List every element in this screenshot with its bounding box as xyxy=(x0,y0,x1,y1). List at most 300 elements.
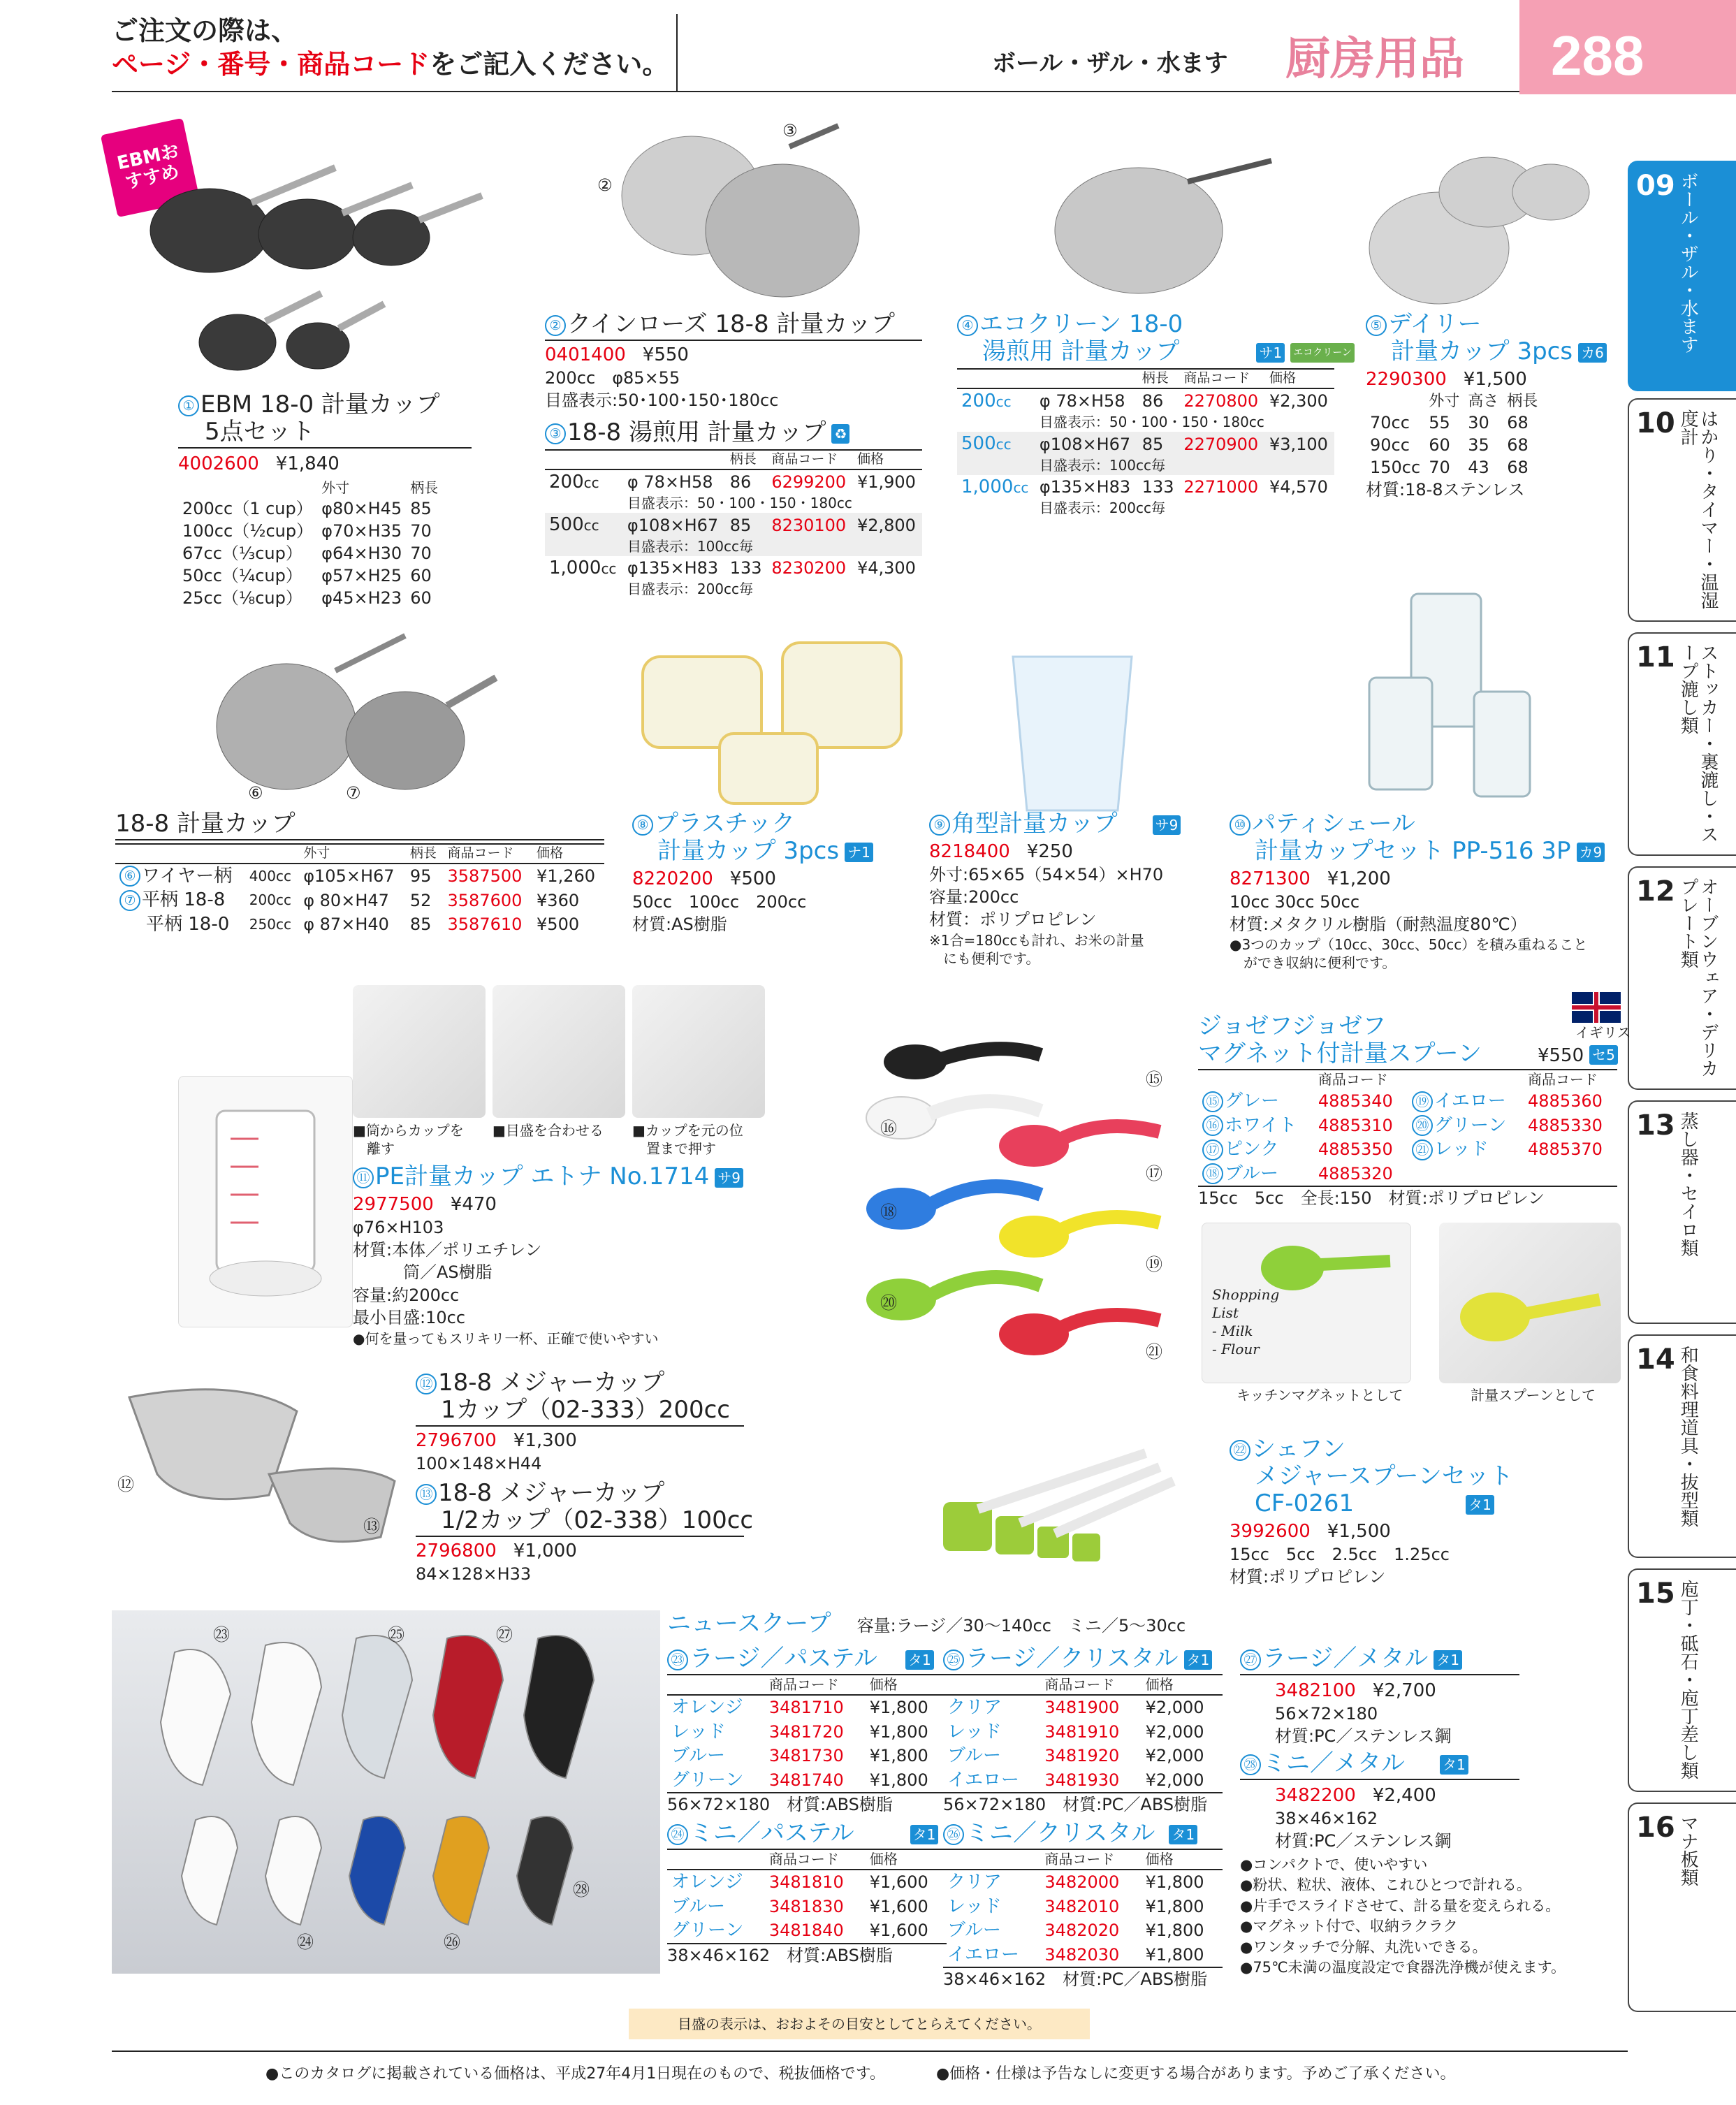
p4-head: 商品コード xyxy=(1179,369,1265,388)
scoop-photo-label-25: ㉕ xyxy=(388,1625,404,1645)
p11-block xyxy=(353,1163,741,1348)
scoop-photo-label-24: ㉔ xyxy=(297,1932,314,1952)
order-notice xyxy=(112,14,678,91)
p67-len: 85 xyxy=(409,915,432,935)
p13-info: 84×128×H33 xyxy=(416,1564,532,1584)
p1-cell: 85 xyxy=(410,498,432,518)
scoop-photo-label-28: ㉘ xyxy=(573,1880,590,1900)
table-row xyxy=(667,1744,947,1768)
scoop-code: 3481920 xyxy=(1044,1746,1120,1766)
scoop-28-number: ㉘ xyxy=(1240,1754,1261,1775)
p5-cell: 90cc xyxy=(1370,435,1410,456)
p5-cell: 70 xyxy=(1429,458,1450,478)
p10-price: ¥1,200 xyxy=(1327,868,1391,890)
p11-title-text: PE計量カップ エトナ No.1714 xyxy=(375,1163,710,1190)
p67-name: ワイヤー柄 xyxy=(142,865,233,887)
p13-number: ⑬ xyxy=(416,1484,437,1505)
spoon-code: 4885310 xyxy=(1318,1115,1393,1135)
table-row xyxy=(943,1695,1223,1720)
scoop-27-info: 56×72×180 材質:PC／ステンレス鋼 xyxy=(1275,1703,1452,1746)
table-row xyxy=(957,432,1334,456)
p1-title-line1: EBM 18-0 計量カップ xyxy=(200,391,440,418)
scoop-25-info: 56×72×180 材質:PC／ABS樹脂 xyxy=(943,1795,1208,1815)
p67-cap: 250cc xyxy=(249,915,291,933)
p3-title xyxy=(545,419,922,446)
tab-number: 15 xyxy=(1636,1578,1675,1610)
scoop-color: クリア xyxy=(947,1872,1002,1893)
p11-step2: ■目盛を合わせる xyxy=(493,1122,604,1139)
p1-head: 外寸 xyxy=(321,479,350,496)
p5-head: 外寸 xyxy=(1429,392,1460,410)
photo-label-13: ⑬ xyxy=(363,1517,380,1536)
photo-label-3: ③ xyxy=(782,121,798,140)
scoop-25-number: ㉕ xyxy=(943,1649,964,1670)
scoop-code: 3481710 xyxy=(768,1698,844,1718)
table-row xyxy=(545,469,922,495)
tab-15[interactable] xyxy=(1628,1568,1736,1792)
table-row xyxy=(943,1895,1223,1919)
scoop-24-title xyxy=(667,1820,947,1850)
p4-head: 価格 xyxy=(1265,369,1334,388)
p8-price: ¥500 xyxy=(729,868,776,890)
p67-name: 平柄 18-0 xyxy=(146,913,230,935)
p3-head: 価格 xyxy=(853,450,922,469)
eco-clean-icon: エコクリーン xyxy=(1290,343,1355,363)
p3-price: ¥4,300 xyxy=(856,558,916,578)
scoop-head: 商品コード xyxy=(1044,1851,1115,1868)
order-notice-line1: ご注文の際は、 xyxy=(112,15,298,46)
p9-title-text: 角型計量カップ xyxy=(951,810,1118,838)
scoop-price: ¥2,000 xyxy=(1145,1698,1204,1718)
p22-code: 3992600 xyxy=(1230,1521,1311,1543)
table-row xyxy=(667,1918,947,1944)
spoon-block xyxy=(1198,1013,1617,1210)
spoon-caption-measure: 計量スプーンとして xyxy=(1471,1387,1596,1404)
table-row xyxy=(943,1720,1223,1745)
scoop-head: 価格 xyxy=(869,1676,898,1694)
p67-cap: 400cc xyxy=(249,867,291,884)
p12-title-line1: 18-8 メジャーカップ xyxy=(438,1369,665,1397)
spoon-color-name: ブルー xyxy=(1225,1163,1278,1184)
scoop-head: 価格 xyxy=(1145,1676,1174,1694)
p12-title-line2: 1カップ（02-333）200cc xyxy=(441,1396,731,1425)
tab-11[interactable] xyxy=(1628,632,1736,856)
p67-code: 3587600 xyxy=(447,890,523,910)
p13-title xyxy=(416,1479,754,1537)
photo-label-18: ⑱ xyxy=(880,1202,897,1222)
table-row xyxy=(545,556,922,581)
scoop-color: イエロー xyxy=(947,1769,1019,1791)
tab-label: オーブンウェア・デリカプレート類 xyxy=(1677,877,1719,1077)
table-row xyxy=(943,1768,1223,1793)
p13-price: ¥1,000 xyxy=(513,1540,577,1562)
scoop-color: オレンジ xyxy=(671,1697,743,1719)
photo-label-7: ⑦ xyxy=(346,783,361,803)
p67-table xyxy=(115,843,604,936)
tab-number: 10 xyxy=(1636,407,1675,439)
p12-number: ⑫ xyxy=(416,1374,437,1394)
footer-price-note: ●このカタログに掲載されている価格は、平成27年4月1日現在のもので、税抜価格です。 xyxy=(265,2065,885,2083)
p4-unit: cc xyxy=(1013,479,1029,496)
p3-len: 133 xyxy=(729,558,762,578)
p3-unit: cc xyxy=(583,474,599,491)
scoop-26-table xyxy=(943,1850,1223,1968)
spoon-head: 商品コード xyxy=(1318,1071,1388,1088)
tab-16[interactable] xyxy=(1628,1802,1736,2012)
p4-unit: cc xyxy=(995,393,1012,410)
p5-table xyxy=(1366,391,1542,479)
spoon-price: ¥550 xyxy=(1537,1045,1584,1067)
p1-title xyxy=(178,391,472,449)
category-title: 厨房用品 xyxy=(1285,34,1464,85)
table-row xyxy=(178,520,442,542)
tab-number: 09 xyxy=(1636,170,1675,202)
p5-cell: 68 xyxy=(1507,413,1529,433)
spoon-code: 4885340 xyxy=(1318,1091,1393,1112)
p1-number: ① xyxy=(178,395,199,416)
scoop-24-info: 38×46×162 材質:ABS樹脂 xyxy=(667,1945,893,1965)
p10-block xyxy=(1230,810,1635,972)
p2-info: 200cc φ85×55 目盛表示:50･100･150･180cc xyxy=(545,367,779,410)
p3-dim: φ 78×H58 xyxy=(627,472,713,493)
p2-title xyxy=(545,311,922,341)
p3-price: ¥1,900 xyxy=(856,472,916,493)
scoop-23-number: ㉓ xyxy=(667,1649,688,1670)
p1-cell: φ70×H35 xyxy=(321,520,402,541)
scoop-color: グリーン xyxy=(671,1920,744,1942)
scoop-color: クリア xyxy=(947,1697,1002,1719)
p67-dim: φ 80×H47 xyxy=(303,890,389,910)
p5-cell: 150cc xyxy=(1370,458,1421,478)
p3-unit: cc xyxy=(601,560,617,577)
spoon-info: 15cc 5cc 全長:150 材質:ポリプロピレン xyxy=(1198,1188,1545,1209)
scoop-head: 商品コード xyxy=(768,1676,839,1694)
p3-block xyxy=(545,419,922,599)
p12-info: 100×148×H44 xyxy=(416,1453,542,1473)
p67-head: 外寸 xyxy=(299,844,406,864)
scoop-photo-label-26: ㉖ xyxy=(444,1932,460,1952)
scoop-23-title-text: ラージ／パステル xyxy=(690,1645,877,1673)
p1-code: 4002600 xyxy=(178,453,259,475)
spoon-color-name: ホワイト xyxy=(1225,1114,1297,1136)
scoop-capacity: 容量:ラージ／30～140cc ミニ／5～30cc xyxy=(856,1616,1186,1636)
p4-code: 2270900 xyxy=(1183,434,1259,454)
p4-code: 2271000 xyxy=(1183,477,1259,497)
p4-price: ¥3,100 xyxy=(1269,434,1328,454)
tab-number: 16 xyxy=(1636,1812,1675,1844)
p11-number: ⑪ xyxy=(353,1167,374,1188)
p2-code: 0401400 xyxy=(545,344,626,366)
p3-cap: 200 xyxy=(549,471,584,493)
scoop-photo-items xyxy=(112,1610,660,1974)
p67-dim: φ 87×H40 xyxy=(303,915,389,935)
p3-dim: φ135×H83 xyxy=(627,558,719,578)
p4-badge: サ1 xyxy=(1256,343,1285,363)
scoop-code: 3481830 xyxy=(768,1896,844,1916)
p5-cell: 68 xyxy=(1507,435,1529,456)
spoon-number: ⑱ xyxy=(1202,1163,1223,1184)
p5-cell: 35 xyxy=(1468,435,1489,456)
scoop-23-badge: タ1 xyxy=(905,1650,934,1670)
p5-cell: 70cc xyxy=(1370,413,1410,433)
p5-cell: 60 xyxy=(1429,435,1450,456)
table-row xyxy=(667,1870,947,1895)
flag-label: イギリス xyxy=(1575,1024,1631,1041)
scoop-code: 3481840 xyxy=(768,1921,844,1941)
scoop-price: ¥1,600 xyxy=(869,1896,928,1916)
scoop-28-title xyxy=(1240,1750,1519,1780)
p11-step1-photo xyxy=(353,985,486,1118)
spoon-table xyxy=(1198,1070,1617,1187)
p3-table xyxy=(545,449,922,599)
tab-14[interactable] xyxy=(1628,1334,1736,1558)
p4-cap: 1,000 xyxy=(961,476,1014,497)
tab-09[interactable] xyxy=(1628,161,1736,391)
p8-code: 8220200 xyxy=(632,868,713,890)
scoop-code: 3481900 xyxy=(1044,1698,1120,1718)
ebm-badge-text: EBMおすすめ xyxy=(115,140,182,194)
tab-13[interactable] xyxy=(1628,1100,1736,1324)
p12-price: ¥1,300 xyxy=(513,1430,577,1452)
p8-photo xyxy=(629,629,922,810)
p3-code: 8230200 xyxy=(771,558,847,578)
p22-title xyxy=(1230,1435,1513,1518)
p1-cell: φ57×H25 xyxy=(321,565,402,585)
p5-price: ¥1,500 xyxy=(1463,369,1527,391)
p4-len: 86 xyxy=(1141,391,1164,411)
scale-note: 目盛の表示は、おおよその目安としてとらえてください。 xyxy=(678,2015,1041,2032)
tab-10[interactable] xyxy=(1628,398,1736,622)
p10-code: 8271300 xyxy=(1230,868,1311,890)
photo-label-16: ⑯ xyxy=(880,1119,897,1138)
scoop-color: オレンジ xyxy=(671,1872,743,1893)
p67-len: 52 xyxy=(409,890,432,910)
scoop-price: ¥1,600 xyxy=(869,1921,928,1941)
scoop-color: レッド xyxy=(947,1721,1002,1742)
p13-code: 2796800 xyxy=(416,1540,497,1562)
scoop-code: 3482020 xyxy=(1044,1921,1120,1941)
scoop-27-title-text: ラージ／メタル xyxy=(1262,1645,1429,1673)
p3-code: 8230100 xyxy=(771,515,847,535)
footer-change-note: ●価格・仕様は予告なしに変更する場合があります。予めご了承ください。 xyxy=(936,2065,1456,2083)
p7-number: ⑦ xyxy=(119,890,140,911)
p67-price: ¥360 xyxy=(537,890,580,910)
table-row xyxy=(178,497,442,520)
scoop-26-title-text: ミニ／クリスタル xyxy=(965,1819,1155,1847)
scoop-head: 価格 xyxy=(869,1851,898,1868)
p8-title-line1: プラスチック xyxy=(655,810,796,838)
p8-info: 50cc 100cc 200cc 材質:AS樹脂 xyxy=(632,891,807,935)
tab-label: ストッカー・裏漉し・スープ漉し類 xyxy=(1677,643,1719,843)
p22-title-line3: CF-0261 xyxy=(1255,1489,1355,1518)
tab-number: 13 xyxy=(1636,1109,1675,1142)
p10-badge: カ9 xyxy=(1577,843,1605,862)
scoop-price: ¥1,800 xyxy=(1145,1896,1204,1916)
scoop-26-number: ㉖ xyxy=(943,1824,964,1845)
p4-dim: φ 78×H58 xyxy=(1039,391,1125,411)
order-notice-highlight: ページ・番号・商品コード xyxy=(112,49,430,80)
order-notice-line2: をご記入ください。 xyxy=(430,49,669,80)
p4-note: 目盛表示：200cc毎 xyxy=(1039,500,1166,517)
p1-price: ¥1,840 xyxy=(275,453,340,475)
tab-label: はかり・タイマー・温湿度計 xyxy=(1677,409,1719,609)
scoop-26-title xyxy=(943,1820,1223,1850)
scoop-color: レッド xyxy=(947,1895,1002,1917)
p5-head: 高さ xyxy=(1468,392,1499,410)
p1-cell: 25cc（⅛cup） xyxy=(182,588,302,608)
p1-block xyxy=(178,391,472,609)
spoon-color-name: イエロー xyxy=(1434,1091,1506,1112)
p4-block xyxy=(957,310,1352,518)
p5-code: 2290300 xyxy=(1366,369,1447,391)
p2-title-text: クインローズ 18-8 計量カップ xyxy=(567,310,896,338)
spoon-number: ⑲ xyxy=(1412,1091,1433,1112)
scoop-header xyxy=(667,1610,1366,1638)
p9-info: 外寸:65×65（54×54）×H70 容量:200cc 材質：ポリプロピレン xyxy=(929,864,1164,930)
scale-note-box xyxy=(629,2009,1090,2039)
p1-photo xyxy=(147,154,510,384)
scoop-code: 3481730 xyxy=(768,1746,844,1766)
scoop-code: 3481740 xyxy=(768,1770,844,1790)
p3-head: 柄長 xyxy=(726,450,768,469)
scoop-27-price: ¥2,700 xyxy=(1372,1680,1436,1702)
p4-len: 85 xyxy=(1141,434,1164,454)
p3-head: 商品コード xyxy=(767,450,853,469)
p8-number: ⑧ xyxy=(632,815,653,836)
p5-material: 材質:18-8ステンレス xyxy=(1366,480,1525,500)
p4-table xyxy=(957,368,1334,518)
section-title: ボール・ザル・水ます xyxy=(992,50,1228,78)
tab-number: 12 xyxy=(1636,875,1675,908)
spoon-caption-magnet: キッチンマグネットとして xyxy=(1237,1387,1403,1404)
p11-title xyxy=(353,1163,741,1190)
scoop-color: ブルー xyxy=(947,1920,1001,1942)
scoop-color: ブルー xyxy=(671,1895,725,1917)
p5-block xyxy=(1366,311,1617,502)
spoon-number: ⑯ xyxy=(1202,1115,1223,1136)
scoop-code: 3481930 xyxy=(1044,1770,1120,1790)
p9-code: 8218400 xyxy=(929,841,1010,863)
photo-label-12: ⑫ xyxy=(117,1475,134,1494)
p11-note: ●何を量ってもスリキリ一杯、正確で使いやすい xyxy=(353,1330,659,1347)
p3-len: 86 xyxy=(729,472,752,493)
p2-price: ¥550 xyxy=(642,344,689,366)
p13-title-line1: 18-8 メジャーカップ xyxy=(438,1479,665,1507)
p4-note: 目盛表示：100cc毎 xyxy=(1039,456,1166,474)
tab-12[interactable] xyxy=(1628,866,1736,1090)
p1-cell: 60 xyxy=(410,588,432,608)
scoop-title: ニュースクープ xyxy=(667,1610,831,1638)
p22-title-line2: メジャースプーンセット xyxy=(1255,1462,1513,1491)
scoop-28-price: ¥2,400 xyxy=(1372,1785,1436,1807)
p11-step1: ■筒からカップを 離す xyxy=(353,1122,464,1157)
scoop-price: ¥1,800 xyxy=(1145,1921,1204,1941)
tab-label: ボール・ザル・水ます xyxy=(1677,172,1699,354)
scoop-28-info: 38×46×162 材質:PC／ステンレス鋼 xyxy=(1275,1808,1452,1851)
p67-head: 商品コード xyxy=(444,844,533,864)
p4-price: ¥4,570 xyxy=(1269,477,1328,497)
spoon-title-line1: ジョゼフジョゼフ xyxy=(1198,1012,1387,1040)
spoon-code: 4885330 xyxy=(1528,1115,1603,1135)
p3-title-text: 18-8 湯煎用 計量カップ xyxy=(567,418,826,446)
scoop-27-title xyxy=(1240,1645,1519,1675)
scoop-color: ブルー xyxy=(671,1745,725,1767)
p5-cell: 30 xyxy=(1468,413,1489,433)
p9-note: ※1合=180ccも計れ、お米の計量 にも便利です。 xyxy=(929,931,1144,967)
photo-label-2: ② xyxy=(597,175,613,195)
scoop-price: ¥1,800 xyxy=(869,1698,928,1718)
table-row xyxy=(1198,1089,1617,1114)
table-row xyxy=(943,1918,1223,1943)
p1-head: 柄長 xyxy=(410,479,439,496)
spoons-photo xyxy=(859,1034,1195,1397)
table-row xyxy=(178,565,442,587)
p5-number: ⑤ xyxy=(1366,315,1387,336)
p1-table xyxy=(178,479,442,609)
p22-block xyxy=(1230,1435,1513,1589)
scoop-photo-label-23: ㉓ xyxy=(213,1625,230,1645)
p22-title-line1: シェフン xyxy=(1252,1435,1345,1463)
p9-photo xyxy=(992,643,1160,817)
p1-cell: φ45×H23 xyxy=(321,588,402,608)
table-row xyxy=(1198,1114,1617,1138)
scoop-color: ブルー xyxy=(947,1745,1001,1767)
photo-label-6: ⑥ xyxy=(248,783,263,803)
p4-len: 133 xyxy=(1141,477,1174,497)
photo-label-21: ㉑ xyxy=(1146,1342,1162,1362)
scoop-color: グリーン xyxy=(671,1769,744,1791)
p12-title xyxy=(416,1369,744,1427)
spoon-color-name: ピンク xyxy=(1225,1139,1279,1160)
p1-cell: 200cc（1 cup） xyxy=(182,498,313,518)
table-row xyxy=(943,1943,1223,1968)
p3-price: ¥2,800 xyxy=(856,515,916,535)
scoop-price: ¥1,800 xyxy=(1145,1944,1204,1965)
p11-cup-icon xyxy=(203,1104,328,1306)
p3-code: 6299200 xyxy=(771,472,847,493)
p10-number: ⑩ xyxy=(1230,815,1250,836)
table-row xyxy=(115,912,604,937)
p3-dim: φ108×H67 xyxy=(627,515,719,535)
table-row xyxy=(943,1744,1223,1768)
scoop-28-badge: タ1 xyxy=(1440,1755,1468,1775)
table-row xyxy=(1366,411,1542,434)
table-row xyxy=(1366,456,1542,479)
scoop-price: ¥2,000 xyxy=(1145,1770,1204,1790)
scoop-color: イエロー xyxy=(947,1944,1019,1965)
p1-cell: 70 xyxy=(410,543,432,563)
p9-price: ¥250 xyxy=(1026,841,1073,863)
table-row xyxy=(178,587,442,609)
scoop-26-badge: タ1 xyxy=(1169,1825,1197,1844)
scoop-23-info: 56×72×180 材質:ABS樹脂 xyxy=(667,1795,893,1815)
p4-photo xyxy=(1048,154,1285,300)
p22-info: 15cc 5cc 2.5cc 1.25cc 材質:ポリプロピレン xyxy=(1230,1544,1450,1587)
scoop-features: ●コンパクトで、使いやすい ●粉状、粒状、液体、これひとつで計れる。 ●片手でスライドさせて、計る量を変えられる。 ●マグネット付で、収納ラクラク ●ワンタッチで分解、丸洗いできる。 ●75℃未満の温度設定で食器洗浄機が使えます。 xyxy=(1240,1856,1566,1976)
scoop-price: ¥2,000 xyxy=(1145,1721,1204,1742)
p3-note: 目盛表示：200cc毎 xyxy=(627,581,754,598)
p1-cell: 70 xyxy=(410,520,432,541)
p4-cap: 500 xyxy=(961,433,996,455)
p2-photo xyxy=(594,119,887,307)
p10-note: ●3つのカップ（10cc、30cc、50cc）を積み重ねること ができ収納に便利です。 xyxy=(1230,936,1588,972)
table-row xyxy=(1366,434,1542,456)
p67-block xyxy=(115,810,604,936)
table-row xyxy=(1198,1162,1617,1187)
spoon-number: ⑰ xyxy=(1202,1139,1223,1160)
scoop-24-number: ㉔ xyxy=(667,1824,688,1845)
spoon-use-icon xyxy=(1453,1279,1607,1348)
